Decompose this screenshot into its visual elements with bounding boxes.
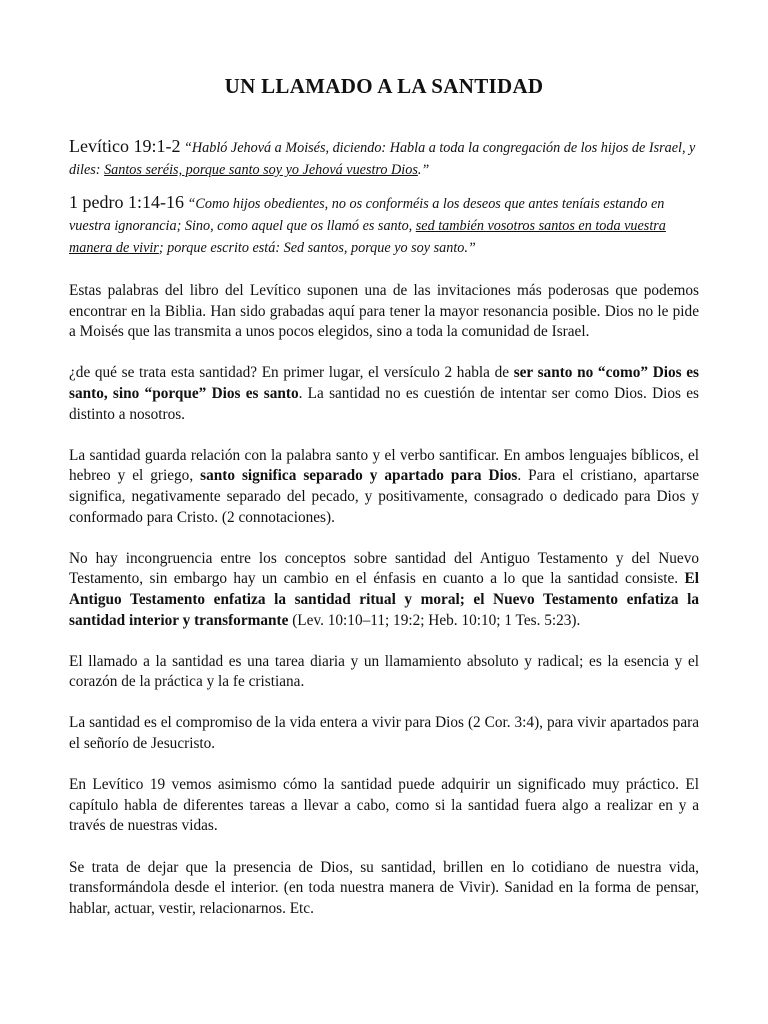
paragraph-7: En Levítico 19 vemos asimismo cómo la santidad puede adquirir un significado muy práctico. El capítulo habla de diferentes tareas a llevar a cabo, como si la santidad fuera algo a realizar en y a través de nuestras vidas. xyxy=(69,776,699,835)
verse-text: “Habló Jehová a Moisés, diciendo: Habla a toda la congregación de los hijos de Israel, y diles: xyxy=(69,140,696,178)
paragraph-2 xyxy=(69,363,699,425)
paragraph-text: La santidad guarda relación con la palabra santo y el verbo santificar. En ambos lenguajes bíblicos, el hebreo y el griego, xyxy=(69,446,699,485)
paragraph-bold-text: El Antiguo Testamento enfatiza la santidad ritual y moral; el Nuevo Testamento enfatiza la santidad interior y transformante xyxy=(69,570,699,629)
paragraph-text: ¿de qué se trata esta santidad? En primer lugar, el versículo 2 habla de xyxy=(69,364,514,382)
paragraph-1: Estas palabras del libro del Levítico suponen una de las invitaciones más poderosas que podemos encontrar en la Biblia. Han sido grabadas aquí para tener la mayor resonancia posible. Dios no le pide a Moisés que las transmita a unos pocos elegidos, sino a toda la comunidad de Israel. xyxy=(69,282,699,341)
verse-text-end: ; porque escrito está: Sed santos, porque yo soy santo.” xyxy=(158,240,476,256)
paragraph-bold-text: santo significa separado y apartado para Dios xyxy=(200,467,518,485)
verse-levitico xyxy=(69,135,699,181)
paragraph-6: La santidad es el compromiso de la vida entera a vivir para Dios (2 Cor. 3:4), para vivir apartados para el señorío de Jesucristo. xyxy=(69,714,699,753)
verse-reference: Levítico 19:1-2 xyxy=(69,136,181,156)
verse-1-pedro xyxy=(69,191,699,259)
paragraph-text: No hay incongruencia entre los conceptos sobre santidad del Antiguo Testamento y del Nuevo Testamento, sin embargo hay un cambio en el énfasis en cuanto a lo que la santidad consiste. xyxy=(69,549,699,588)
verse-underlined-text: Santos seréis, porque santo soy yo Jehová vuestro Dios xyxy=(104,162,418,178)
verse-reference: 1 pedro 1:14-16 xyxy=(69,192,184,212)
verse-text-end: .” xyxy=(417,162,430,178)
paragraph-8: Se trata de dejar que la presencia de Dios, su santidad, brillen en lo cotidiano de nuestra vida, transformándola desde el interior. (en toda nuestra manera de Vivir). Sanidad en la forma de pensar, hablar, actuar, vestir, relacionarnos. Etc. xyxy=(69,858,699,917)
paragraph-4 xyxy=(69,549,699,631)
document-body xyxy=(69,281,699,919)
paragraph-bold-text: ser santo no “como” Dios es santo, sino “porque” Dios es santo xyxy=(69,364,699,402)
paragraph-3 xyxy=(69,446,699,528)
paragraph-text: . Para el cristiano, apartarse significa, negativamente separado del pecado, y positivamente, consagrado o dedicado para Dios y conformado para Cristo. (2 connotaciones). xyxy=(69,467,700,526)
paragraph-5: El llamado a la santidad es una tarea diaria y un llamamiento absoluto y radical; es la esencia y el corazón de la práctica y la fe cristiana. xyxy=(69,652,699,691)
verse-underlined-text: sed también vosotros santos en toda vuestra manera de vivir xyxy=(69,218,666,256)
paragraph-text: . La santidad no es cuestión de intentar ser como Dios. Dios es distinto a nosotros. xyxy=(69,384,699,423)
page-title: UN LLAMADO A LA SANTIDAD xyxy=(224,74,544,98)
verse-text: “Como hijos obedientes, no os conforméis a los deseos que antes teníais estando en vuestra ignorancia; Sino, como aquel que os llamó es santo, xyxy=(69,196,665,234)
paragraph-text: (Lev. 10:10–11; 19:2; Heb. 10:10; 1 Tes. 5:23). xyxy=(288,611,581,629)
